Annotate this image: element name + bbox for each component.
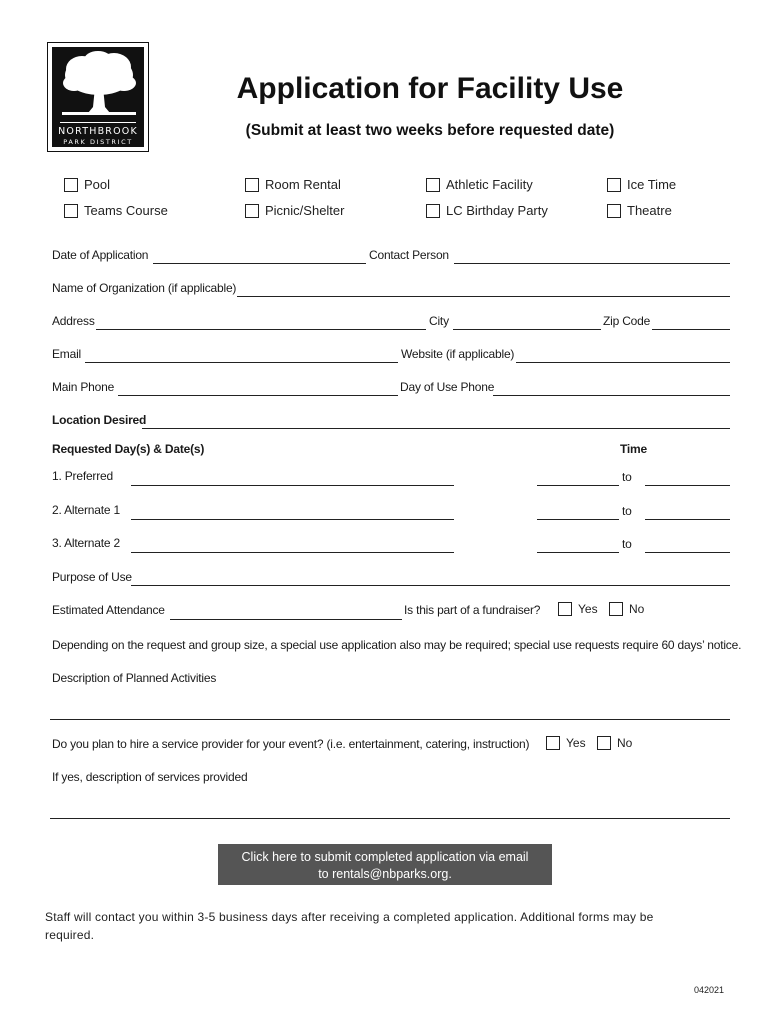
email-label: Email [52,347,82,361]
checkbox[interactable] [245,204,259,218]
checkbox[interactable] [607,204,621,218]
to-label: to [622,470,632,484]
option-label: No [617,736,633,750]
option-label: Ice Time [627,177,677,192]
checkbox[interactable] [64,204,78,218]
preferred-start-time-field[interactable] [537,485,619,486]
main-phone-field[interactable] [118,395,398,396]
preferred-end-time-field[interactable] [645,485,730,486]
checkbox[interactable] [609,602,623,616]
alternate-1-date-field[interactable] [131,519,454,520]
website-field[interactable] [516,362,730,363]
fundraiser-yes-option[interactable] [558,602,598,616]
time-label: Time [620,442,647,456]
staff-contact-note: Staff will contact you within 3-5 business days after receiving a completed application. Additional forms may be required. [45,910,654,942]
checkbox[interactable] [546,736,560,750]
organization-field[interactable] [237,296,730,297]
checkbox[interactable] [64,178,78,192]
option-label: Picnic/Shelter [265,203,345,218]
option-room-rental[interactable] [245,177,341,192]
option-label: Yes [566,736,586,750]
option-label: Yes [578,602,598,616]
alternate-2-label: 3. Alternate 2 [52,536,120,550]
checkbox[interactable] [426,204,440,218]
services-description-field[interactable] [50,818,730,819]
option-label: Athletic Facility [446,177,533,192]
checkbox[interactable] [245,178,259,192]
alternate-2-date-field[interactable] [131,552,454,553]
option-theatre[interactable] [607,203,672,218]
option-teams-course[interactable] [64,203,168,218]
alternate-1-label: 2. Alternate 1 [52,503,120,517]
option-label: LC Birthday Party [446,203,548,218]
preferred-date-field[interactable] [131,485,454,486]
tree-icon [52,47,146,122]
service-provider-no-option[interactable] [597,736,632,750]
logo-name: NORTHBROOK [58,126,138,137]
page-title: Application for Facility Use [236,72,624,105]
to-label: to [622,504,632,518]
day-of-use-phone-label: Day of Use Phone [400,380,495,394]
attendance-label: Estimated Attendance [52,603,165,617]
option-pool[interactable] [64,177,110,192]
date-of-application-label: Date of Application [52,248,149,262]
alternate-1-end-time-field[interactable] [645,519,730,520]
form-code: 042021 [694,985,725,995]
main-phone-label: Main Phone [52,380,115,394]
submit-line-2: to rentals@nbparks.org. [318,867,452,881]
fundraiser-label: Is this part of a fundraiser? [404,603,541,617]
checkbox[interactable] [426,178,440,192]
purpose-field[interactable] [131,585,730,586]
checkbox[interactable] [597,736,611,750]
to-label: to [622,537,632,551]
option-label: No [629,602,645,616]
checkbox[interactable] [607,178,621,192]
submit-line-1: Click here to submit completed application via email [241,850,529,864]
alternate-2-start-time-field[interactable] [537,552,619,553]
option-ice-time[interactable] [607,177,676,192]
option-label: Teams Course [84,203,168,218]
attendance-field[interactable] [170,619,402,620]
option-label: Room Rental [265,177,341,192]
checkbox[interactable] [558,602,572,616]
alternate-1-start-time-field[interactable] [537,519,619,520]
planned-activities-field[interactable] [50,719,730,720]
service-provider-yes-option[interactable] [546,736,586,750]
requested-days-label: Requested Day(s) & Date(s) [52,442,205,456]
address-label: Address [52,314,95,328]
email-field[interactable] [85,362,398,363]
purpose-label: Purpose of Use [52,570,132,584]
contact-person-label: Contact Person [369,248,449,262]
location-desired-field[interactable] [142,428,730,429]
option-label: Pool [84,177,111,192]
website-label: Website (if applicable) [401,347,515,361]
fundraiser-no-option[interactable] [609,602,644,616]
day-of-use-phone-field[interactable] [493,395,730,396]
zip-code-label: Zip Code [603,314,651,328]
option-lc-birthday-party[interactable] [426,203,548,218]
service-provider-label: Do you plan to hire a service provider for your event? (i.e. entertainment, catering, instruction) [52,737,530,751]
submit-email-button[interactable] [218,844,552,885]
services-description-label: If yes, description of services provided [52,770,248,784]
city-label: City [429,314,449,328]
logo-divider [60,122,136,123]
logo-background [52,47,144,147]
preferred-label: 1. Preferred [52,469,113,483]
date-of-application-field[interactable] [153,263,366,264]
location-desired-label: Location Desired [52,413,147,427]
organization-label: Name of Organization (if applicable) [52,281,237,295]
option-label: Theatre [627,203,672,218]
option-athletic-facility[interactable] [426,177,533,192]
option-picnic-shelter[interactable] [245,203,344,218]
planned-activities-label: Description of Planned Activities [52,671,217,685]
contact-person-field[interactable] [454,263,730,264]
address-field[interactable] [96,329,426,330]
city-field[interactable] [453,329,601,330]
park-district-logo [47,42,149,152]
alternate-2-end-time-field[interactable] [645,552,730,553]
page-subtitle: (Submit at least two weeks before requested date) [245,122,615,139]
zip-code-field[interactable] [652,329,730,330]
special-use-note: Depending on the request and group size, a special use application also may be required; special use requests require 60 days’ notice. [52,638,742,652]
logo-subname: PARK DISTRICT [63,138,133,146]
